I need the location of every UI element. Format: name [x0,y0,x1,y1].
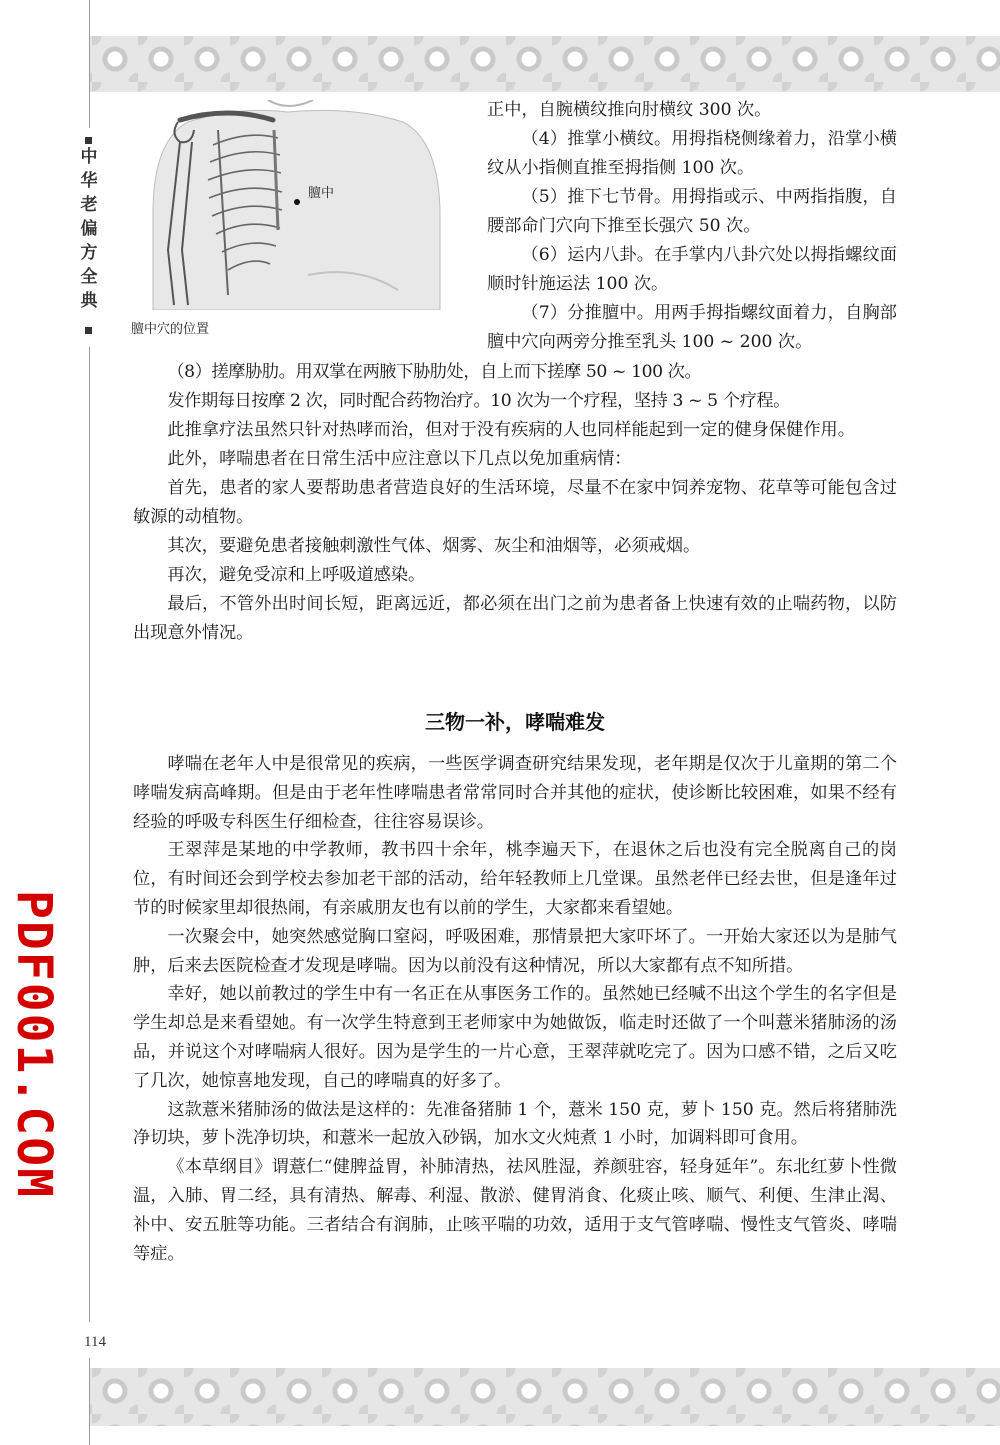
paragraph: 哮喘在老年人中是很常见的疾病，一些医学调查研究结果发现，老年期是仅次于儿童期的第二个哮喘发病高峰期。但是由于老年性哮喘患者常常同时合并其他的症状，使诊断比较困难，如果不经有经验的呼吸专科医生仔细检查，往往容易误诊。 [133,754,897,832]
paragraph: 幸好，她以前教过的学生中有一名正在从事医务工作的。虽然她已经喊不出这个学生的名字但是学生却总是来看望她。有一次学生特意到王老师家中为她做饭，临走时还做了一个叫薏米猪肺汤的汤品，并说这个对哮喘病人很好。因为是学生的一片心意，王翠萍就吃完了。因为口感不错，之后又吃了几次，她惊喜地发现，自己的哮喘真的好多了。 [133,984,897,1091]
paragraph: 最后，不管外出时间长短，距离远近，都必须在出门之前为患者备上快速有效的止喘药物，以防出现意外情况。 [133,594,897,643]
torso-illustration [118,100,470,310]
sidebar-rule-middle [89,347,90,1322]
top-text-column [487,96,897,357]
sidebar-marker-bottom [85,327,92,334]
page-number: 114 [84,1334,106,1350]
paragraph: 此推拿疗法虽然只针对热哮而治，但对于没有疾病的人也同样能起到一定的健身保健作用。 [167,420,855,440]
paragraph: 这款薏米猪肺汤的做法是这样的：先准备猪肺 1 个，薏米 150 克，萝卜 150 克。然后将猪肺洗净切块，萝卜洗净切块，和薏米一起放入砂锅，加水文火炖煮 1 小时，加调料即可食用。 [133,1099,897,1149]
paragraph: 王翠萍是某地的中学教师，教书四十余年，桃李遍天下，在退休之后也没有完全脱离自己的岗位，有时间还会到学校去参加老干部的活动，给年轻教师上几堂课。虽然老伴已经去世，但是逢年过节的时候家里却很热闹，有亲戚朋友也有以前的学生，大家都来看望她。 [133,840,897,918]
sidebar-marker-top [85,137,92,144]
paragraph: 此外，哮喘患者在日常生活中应注意以下几点以免加重病情： [167,449,632,469]
point-label: 膻中 [308,186,335,201]
acupoint-marker [294,199,300,205]
paragraph: （8）搓摩胁肋。用双掌在两腋下胁肋处，自上而下搓摩 50 ~ 100 次。 [167,362,702,382]
paragraph: 正中，自腕横纹推向肘横纹 300 次。 [487,100,772,120]
paragraph: （4）推掌小横纹。用拇指桡侧缘着力，沿掌小横纹从小指侧直推至拇指侧 100 次。 [487,129,897,178]
paragraph: 再次，避免受凉和上呼吸道感染。 [167,565,426,585]
section-title: 三物一补，哮喘难发 [425,710,605,734]
paragraph: 其次，要避免患者接触刺激性气体、烟雾、灰尘和油烟等，必须戒烟。 [167,536,701,556]
figure-caption: 膻中穴的位置 [131,322,210,337]
paragraph: （7）分推膻中。用两手拇指螺纹面着力，自胸部膻中穴向两旁分推至乳头 100 ~ 200 次。 [487,303,897,352]
band-mask-top [0,36,89,92]
sidebar-rule-top [89,0,90,128]
main-text-block [133,358,897,648]
top-ornament-band [0,36,1000,92]
watermark: PDF001.COM [6,890,62,1199]
paragraph: （6）运内八卦。在手掌内八卦穴处以拇指螺纹面顺时针施运法 100 次。 [487,245,897,294]
paragraph: 一次聚会中，她突然感觉胸口窒闷，呼吸困难，那情景把大家吓坏了。一开始大家还以为是肺气肿，后来去医院检查才发现是哮喘。因为以前没有这种情况，所以大家都有点不知所措。 [133,926,897,976]
band-mask-bottom [0,1368,89,1426]
paragraph: 发作期每日按摩 2 次，同时配合药物治疗。10 次为一个疗程，坚持 3 ~ 5 个疗程。 [167,391,790,411]
bottom-ornament-band [0,1368,1000,1426]
section-text-block [133,750,897,1268]
paragraph: 首先，患者的家人要帮助患者营造良好的生活环境，尽量不在家中饲养宠物、花草等可能包含过敏源的动植物。 [133,478,897,527]
book-title: 中华老偏方全典 [80,147,98,311]
paragraph: 《本草纲目》谓薏仁“健脾益胃，补肺清热，祛风胜湿，养颜驻容，轻身延年”。东北红萝卜性微温，入肺、胃二经，具有清热、解毒、利湿、散淤、健胃消食、化痰止咳、顺气、利便、生津止渴、补中、安五脏等功能。三者结合有润肺，止咳平喘的功效，适用于支气管哮喘、慢性支气管炎、哮喘等症。 [133,1157,897,1264]
sidebar-rule-bottom [89,1358,90,1445]
acupoint-figure [118,100,470,344]
paragraph: （5）推下七节骨。用拇指或示、中两指指腹，自腰部命门穴向下推至长强穴 50 次。 [487,187,897,236]
